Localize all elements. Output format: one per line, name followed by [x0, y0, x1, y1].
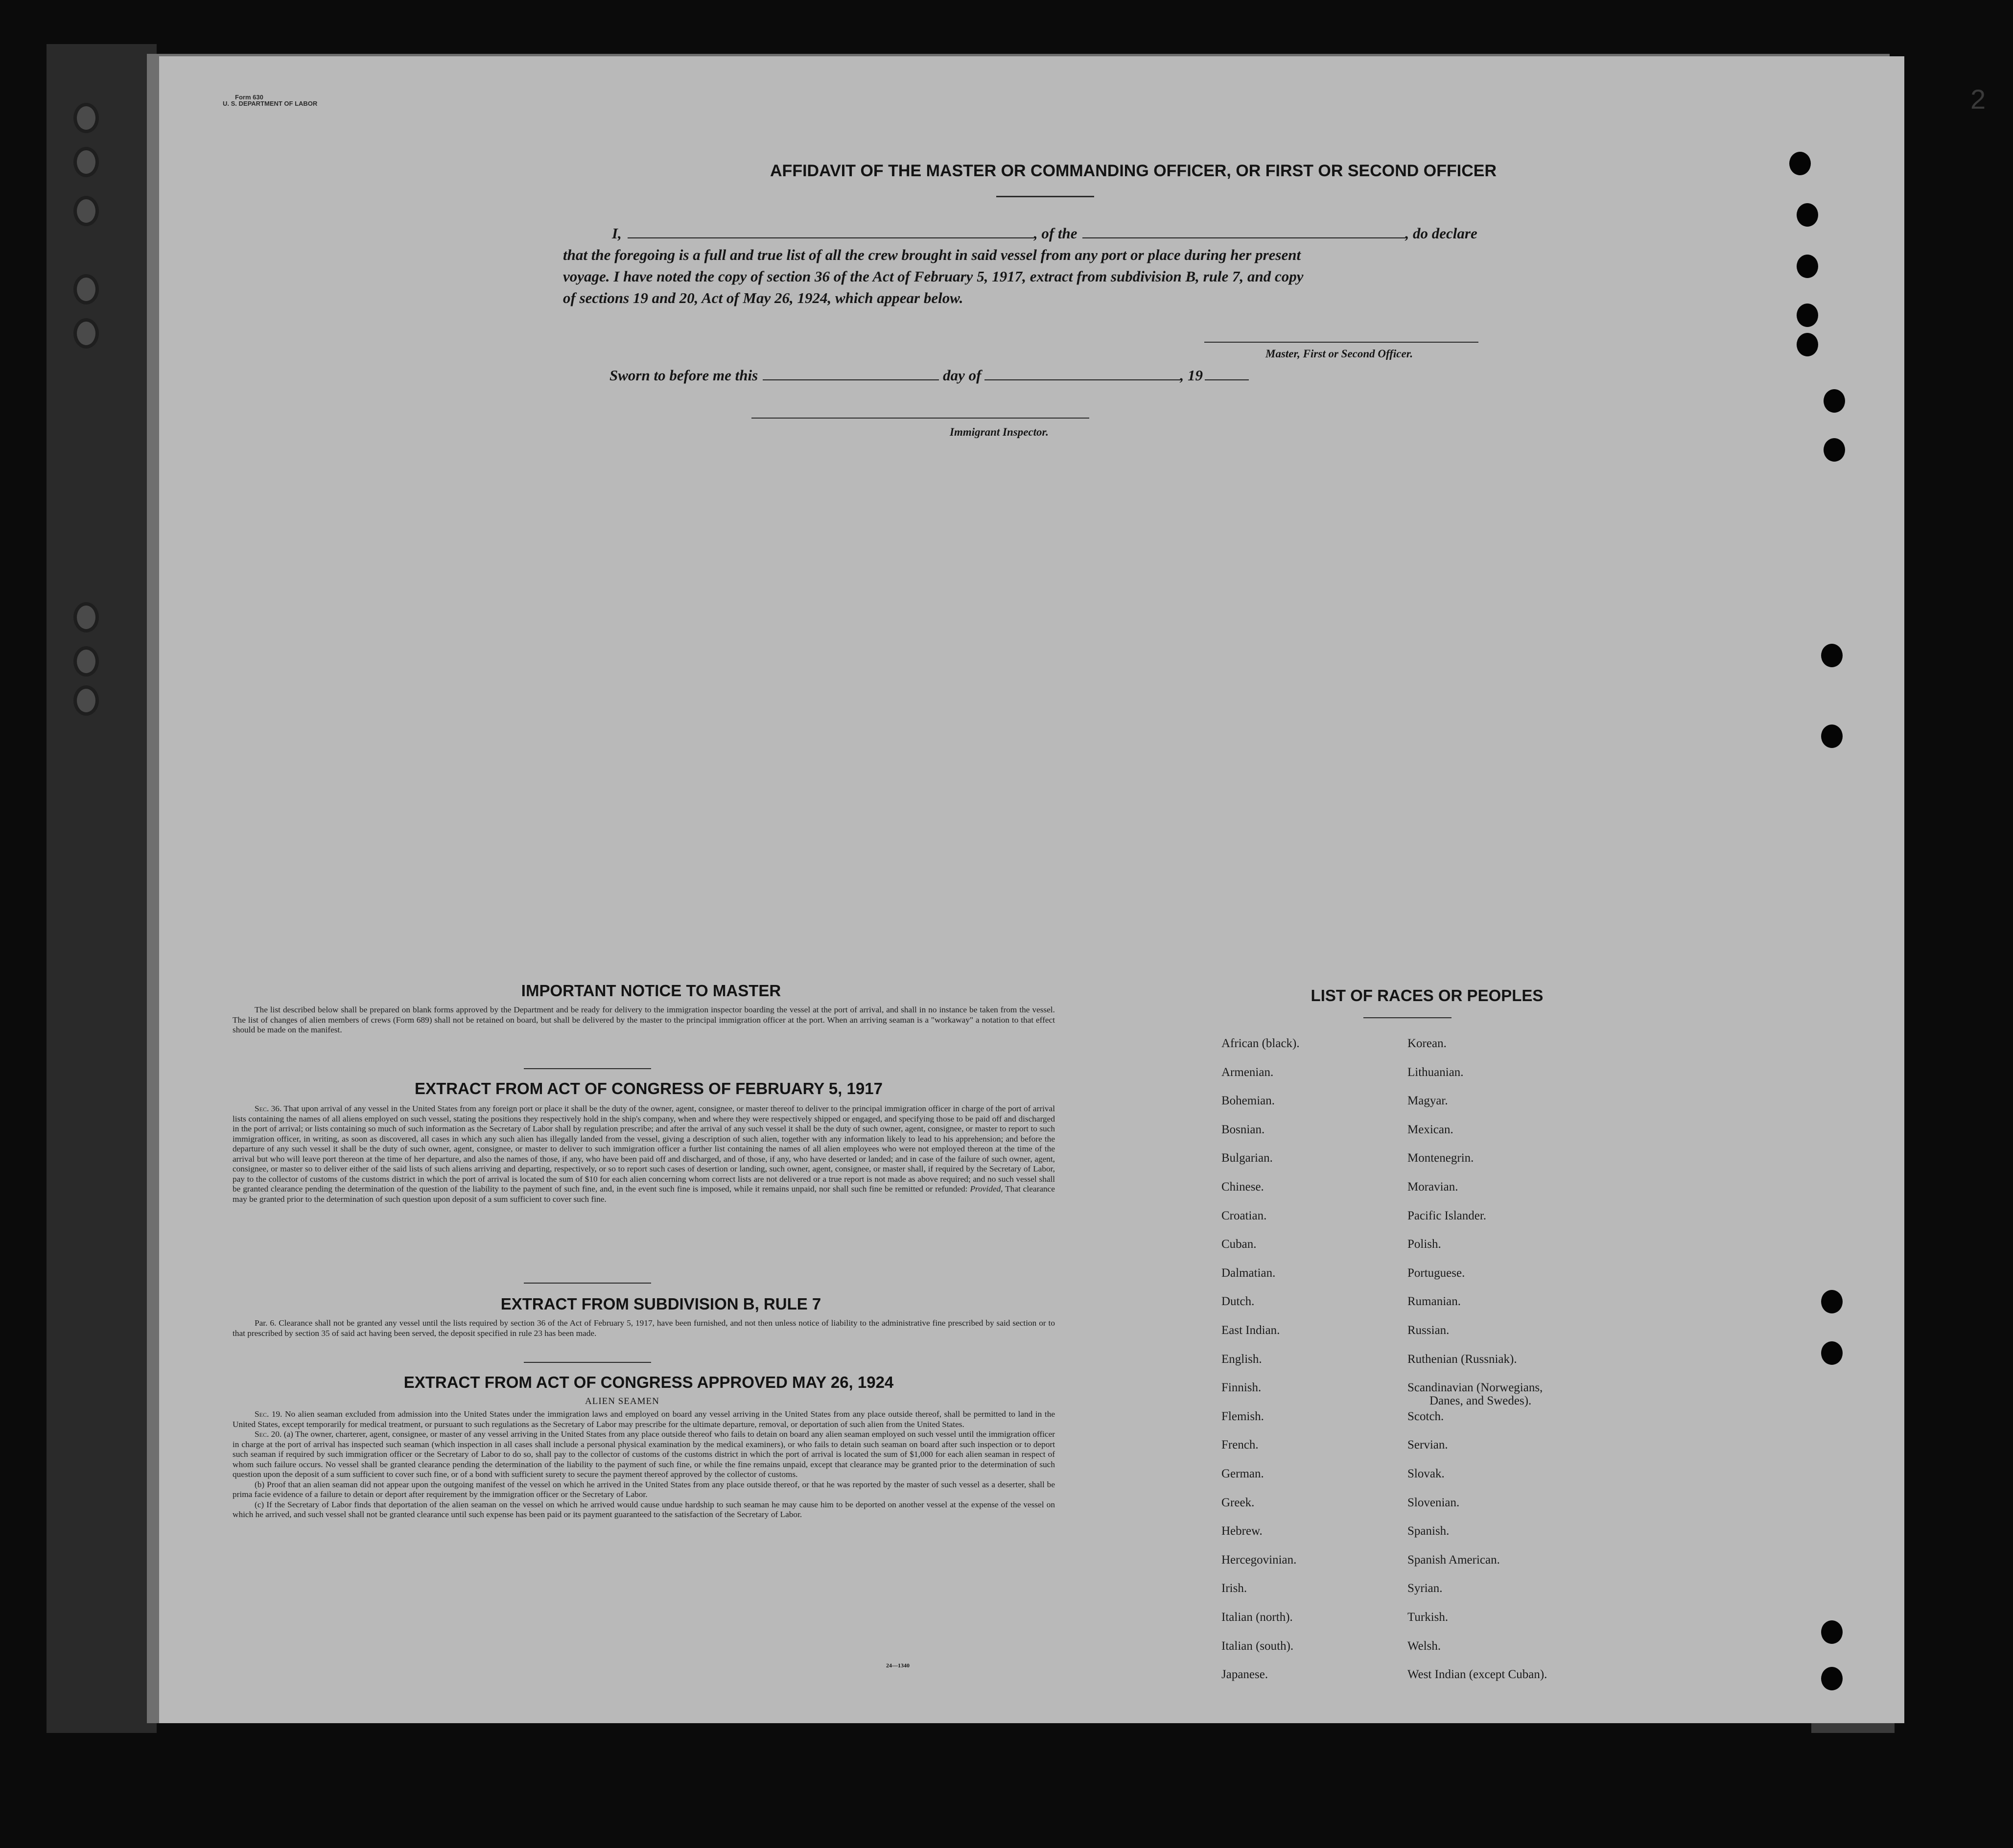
race-list-item: Spanish American.	[1407, 1553, 1500, 1567]
race-list-item: Lithuanian.	[1407, 1065, 1464, 1079]
affidavit-line-4: of sections 19 and 20, Act of May 26, 1924, which appear below.	[563, 289, 963, 306]
race-list-item: Flemish.	[1221, 1409, 1264, 1423]
page-number: 2	[1970, 84, 1986, 115]
extract-rule7-title: EXTRACT FROM SUBDIVISION B, RULE 7	[500, 1295, 821, 1313]
notice-paragraph: The list described below shall be prepared on blank forms approved by the Department and be ready for delivery to the immigration inspector boarding the vessel at the port of arrival, and shall in no instance be taken from the vessel. The list of changes of alien members of crews (Form 689) shall not be retained on board, but shall be delivered by the master to the principal immigration officer at the port. When an arriving seaman is a "workaway" a notation to that effect should be made on the manifest.	[233, 1005, 1055, 1034]
race-list-item: Scandinavian (Norwegians,	[1407, 1381, 1543, 1395]
department-name: U. S. DEPARTMENT OF LABOR	[223, 100, 318, 107]
punch-hole	[1821, 1667, 1843, 1690]
sworn-year-blank[interactable]	[1205, 379, 1249, 380]
section-rule	[524, 1068, 651, 1069]
punch-hole	[1824, 438, 1845, 462]
sec-19-body: No alien seaman excluded from admission into the United States under the immigration laws and employed on board any vessel arriving in the United States from any place outside thereof, shall be permitted to land in the United States, except temporarily for medical treatment, or pursuant to such regulations as the Secretary of Labor may prescribe for the ultimate departure, removal, or deportation of such alien from the United States.	[233, 1409, 1055, 1429]
race-list-item: Welsh.	[1407, 1639, 1441, 1653]
race-list-item: Spanish.	[1407, 1524, 1450, 1538]
punch-hole	[1789, 152, 1811, 175]
race-list-item: Chinese.	[1221, 1180, 1264, 1193]
sec-19-label: Sec. 19.	[255, 1409, 282, 1419]
race-list-item: German.	[1221, 1467, 1264, 1480]
race-list-item: Bosnian.	[1221, 1123, 1265, 1136]
race-list-item: Magyar.	[1407, 1094, 1448, 1108]
affidavit-line-2: that the foregoing is a full and true list of all the crew brought in said vessel from any port or place during her present	[563, 246, 1301, 263]
notice-title: IMPORTANT NOTICE TO MASTER	[521, 982, 781, 1000]
scanner-edge	[47, 44, 157, 1733]
race-list-item: Slovak.	[1407, 1467, 1445, 1480]
extract-rule7-text	[233, 1318, 1055, 1338]
race-list-item: Montenegrin.	[1407, 1151, 1474, 1165]
sec-36-end: That clearance may be granted prior to the determination of such question upon deposit of a sum sufficient to cover such fine.	[233, 1184, 1055, 1204]
affidavit-line-3: voyage. I have noted the copy of section 36 of the Act of February 5, 1917, extract from subdivision B, rule 7, and copy	[563, 268, 1304, 285]
race-list-item: Italian (south).	[1221, 1639, 1294, 1653]
punch-hole	[1797, 304, 1818, 327]
race-list-item: Moravian.	[1407, 1180, 1458, 1193]
sworn-day-blank[interactable]	[763, 379, 939, 380]
race-list-item: Korean.	[1407, 1037, 1447, 1050]
sec-36-body: That upon arrival of any vessel in the United States from any foreign port or place it shall be the duty of the owner, agent, consignee, or master thereof to deliver to the principal immigration officer in charge of the port of arrival lists containing the names of all aliens employed on such vessel, stating the positions they respectively hold in the ship's company, when and where they were respectively shipped or engaged, and specifying those to be paid off and discharged in the port of arrival; or lists containing so much of such information as the Secretary of Labor shall by regulation prescribe; and after the arrival of any such vessel it shall be the duty of such owner, agent, consignee, or master to report to such immigration officer, in writing, as soon as discovered, all cases in which any such alien has illegally landed from the vessel, giving a description of such alien, together with any information likely to lead to his apprehension; and before the departure of any such vessel it shall be the duty of such owner, agent, consignee, or master to deliver to such immigration officer a further list containing the names of all alien employees who were not employed thereon at the time of the arrival but who will leave port thereon at the time of her departure, and also the names of those, if any, who have been paid off and discharged, and of those, if any, who have deserted or landed; and in case of the failure of such owner, agent, consignee, or master so to deliver either of the said lists of such aliens arriving and departing, respectively, or so to report such cases of desertion or landing, such owner, agent, consignee, or master shall, if required by the Secretary of Labor, pay to the collector of customs of the customs district in which the port of arrival is located the sum of $10 for each alien concerning whom correct lists are not delivered or a true report is not made as above required; and no such vessel shall be granted clearance pending the determination of the question of the liability to the payment of such fine, and, in the event such fine is imposed, while it remains unpaid, nor shall such fine be remitted or refunded:	[233, 1104, 1055, 1193]
form-number: Form 630	[235, 94, 263, 101]
sworn-month-blank[interactable]	[984, 379, 1180, 380]
race-list-item: West Indian (except Cuban).	[1407, 1668, 1547, 1682]
race-list-item: Slovenian.	[1407, 1496, 1460, 1509]
affidavit-do-declare: , do declare	[1405, 225, 1477, 242]
punch-hole	[1821, 1341, 1843, 1365]
race-list-item: Irish.	[1221, 1582, 1247, 1595]
sworn-day-of: day of	[943, 367, 982, 384]
binding-hole	[73, 147, 99, 177]
race-list-item: Italian (north).	[1221, 1611, 1293, 1624]
sec-20a-paragraph	[233, 1429, 1055, 1480]
section-rule	[524, 1362, 651, 1363]
title-rule	[996, 196, 1094, 197]
race-list-item: Hebrew.	[1221, 1524, 1263, 1538]
affidavit-title: AFFIDAVIT OF THE MASTER OR COMMANDING OFFICER, OR FIRST OR SECOND OFFICER	[770, 162, 1497, 180]
punch-hole	[1821, 644, 1843, 667]
officer-name-blank[interactable]	[628, 237, 1034, 238]
notice-text	[233, 1005, 1055, 1035]
inspector-signature-line[interactable]	[751, 418, 1089, 419]
race-list-item: Servian.	[1407, 1438, 1448, 1452]
master-signature-label: Master, First or Second Officer.	[1265, 348, 1413, 360]
sec-20c-paragraph: (c) If the Secretary of Labor finds that deportation of the alien seaman on the vessel on which he arrived would cause undue hardship to such seaman he may cause him to be deported on another vessel at the expense of the vessel on which he arrived, and such vessel shall not be granted clearance until such expense has been paid or its payment guaranteed to the satisfaction of the Secretary of Labor.	[233, 1499, 1055, 1519]
sworn-text: Sworn to before me this	[609, 367, 758, 384]
race-list-item: Mexican.	[1407, 1123, 1453, 1136]
alien-seamen-subtitle: ALIEN SEAMEN	[585, 1396, 659, 1406]
sec-36-paragraph	[233, 1104, 1055, 1204]
punch-hole	[1821, 1290, 1843, 1313]
punch-hole	[1797, 333, 1818, 356]
race-list-item: Portuguese.	[1407, 1266, 1465, 1280]
extract-1924-title: EXTRACT FROM ACT OF CONGRESS APPROVED MAY 26, 1924	[403, 1373, 894, 1391]
punch-hole	[1824, 389, 1845, 413]
binding-hole	[73, 646, 99, 677]
sec-19-paragraph	[233, 1409, 1055, 1429]
sec-20b-paragraph: (b) Proof that an alien seaman did not appear upon the outgoing manifest of the vessel on which he arrived in the United States from any place outside thereof, or that he was reported by the master of such vessel as a deserter, shall be prima facie evidence of a failure to detain or deport after requirement by the immigration officer or the Secretary of Labor.	[233, 1479, 1055, 1499]
print-code: 24—1340	[886, 1662, 910, 1669]
race-list-item: Finnish.	[1221, 1381, 1262, 1395]
race-list-item: Bohemian.	[1221, 1094, 1275, 1108]
binding-hole	[73, 602, 99, 632]
race-list-item: Cuban.	[1221, 1238, 1257, 1251]
provided-word: Provided,	[970, 1184, 1003, 1193]
sec-20-label: Sec. 20.	[255, 1429, 282, 1439]
punch-hole	[1821, 725, 1843, 748]
vessel-name-blank[interactable]	[1082, 237, 1405, 238]
sec-36-label: Sec. 36.	[255, 1104, 282, 1113]
race-list-item: French.	[1221, 1438, 1259, 1452]
extract-1924-text	[233, 1409, 1055, 1520]
race-list-item: Scotch.	[1407, 1409, 1444, 1423]
race-list-item: Dalmatian.	[1221, 1266, 1276, 1280]
punch-hole	[1821, 1620, 1843, 1644]
races-title: LIST OF RACES OR PEOPLES	[1311, 986, 1544, 1005]
race-list-item: Greek.	[1221, 1496, 1255, 1509]
race-list-item: Japanese.	[1221, 1668, 1268, 1682]
binding-hole	[73, 274, 99, 304]
race-list-item: Polish.	[1407, 1238, 1441, 1251]
section-rule	[524, 1283, 651, 1284]
inspector-label: Immigrant Inspector.	[950, 426, 1049, 438]
binding-hole	[73, 103, 99, 133]
punch-hole	[1797, 203, 1818, 227]
form-page	[159, 56, 1986, 1723]
races-title-rule	[1363, 1017, 1451, 1018]
race-list-item: Syrian.	[1407, 1582, 1443, 1595]
affidavit-i-label: I,	[612, 225, 622, 242]
race-list-item: Croatian.	[1221, 1209, 1267, 1222]
race-list-item: Armenian.	[1221, 1065, 1274, 1079]
race-list-item: East Indian.	[1221, 1324, 1280, 1337]
binding-hole	[73, 685, 99, 716]
race-list-item: Bulgarian.	[1221, 1151, 1273, 1165]
extract-1917-title: EXTRACT FROM ACT OF CONGRESS OF FEBRUARY 5, 1917	[415, 1079, 883, 1098]
race-list-item: Ruthenian (Russniak).	[1407, 1352, 1517, 1366]
punch-hole	[1797, 255, 1818, 278]
race-list-item: Dutch.	[1221, 1295, 1255, 1309]
rule7-paragraph: Par. 6. Clearance shall not be granted any vessel until the lists required by section 36 of the Act of February 5, 1917, have been furnished, and not then unless notice of liability to the administrative fine prescribed by said section or to that prescribed by section 35 of said act having been served, the deposit specified in rule 23 has been made.	[233, 1318, 1055, 1338]
race-list-item: African (black).	[1221, 1037, 1300, 1050]
binding-hole	[73, 318, 99, 349]
race-list-item: Pacific Islander.	[1407, 1209, 1487, 1222]
affidavit-of-the: , of the	[1033, 225, 1077, 242]
race-list-item: Rumanian.	[1407, 1295, 1461, 1309]
extract-1917-text	[233, 1104, 1055, 1204]
sworn-line	[609, 365, 1249, 386]
race-list-item: Russian.	[1407, 1324, 1450, 1337]
sworn-year-prefix: , 19	[1180, 367, 1203, 384]
sec-20a-body: (a) The owner, charterer, agent, consignee, or master of any vessel arriving in the United States from any place outside thereof who fails to detain on board any alien seaman employed on such vessel until the immigration officer in charge at the port of arrival has inspected such seaman (which inspection in all cases shall include a personal physical examination by the medical examiners), or who fails to detain such seaman on board after such inspection or to deport such seaman if required by such immigration officer or the Secretary of Labor to do so, shall pay to the collector of customs of the customs district in which the port of arrival is located the sum of $1,000 for each alien seaman in respect of whom such failure occurs. No vessel shall be granted clearance pending the determination of the liability to the payment of such fine, or while the fine remains unpaid, except that clearance may be granted prior to the determination of such question upon the deposit of a sum sufficient to cover such fine, or of a bond with sufficient surety to secure the payment thereof approved by the collector of customs.	[233, 1429, 1055, 1479]
race-list-item: Turkish.	[1407, 1611, 1449, 1624]
binding-hole	[73, 196, 99, 226]
race-list-item: English.	[1221, 1352, 1262, 1366]
affidavit-line-1	[612, 223, 1477, 244]
race-list-item: Hercegovinian.	[1221, 1553, 1297, 1567]
master-signature-line[interactable]	[1204, 342, 1478, 343]
race-list-item: Danes, and Swedes).	[1429, 1394, 1532, 1408]
